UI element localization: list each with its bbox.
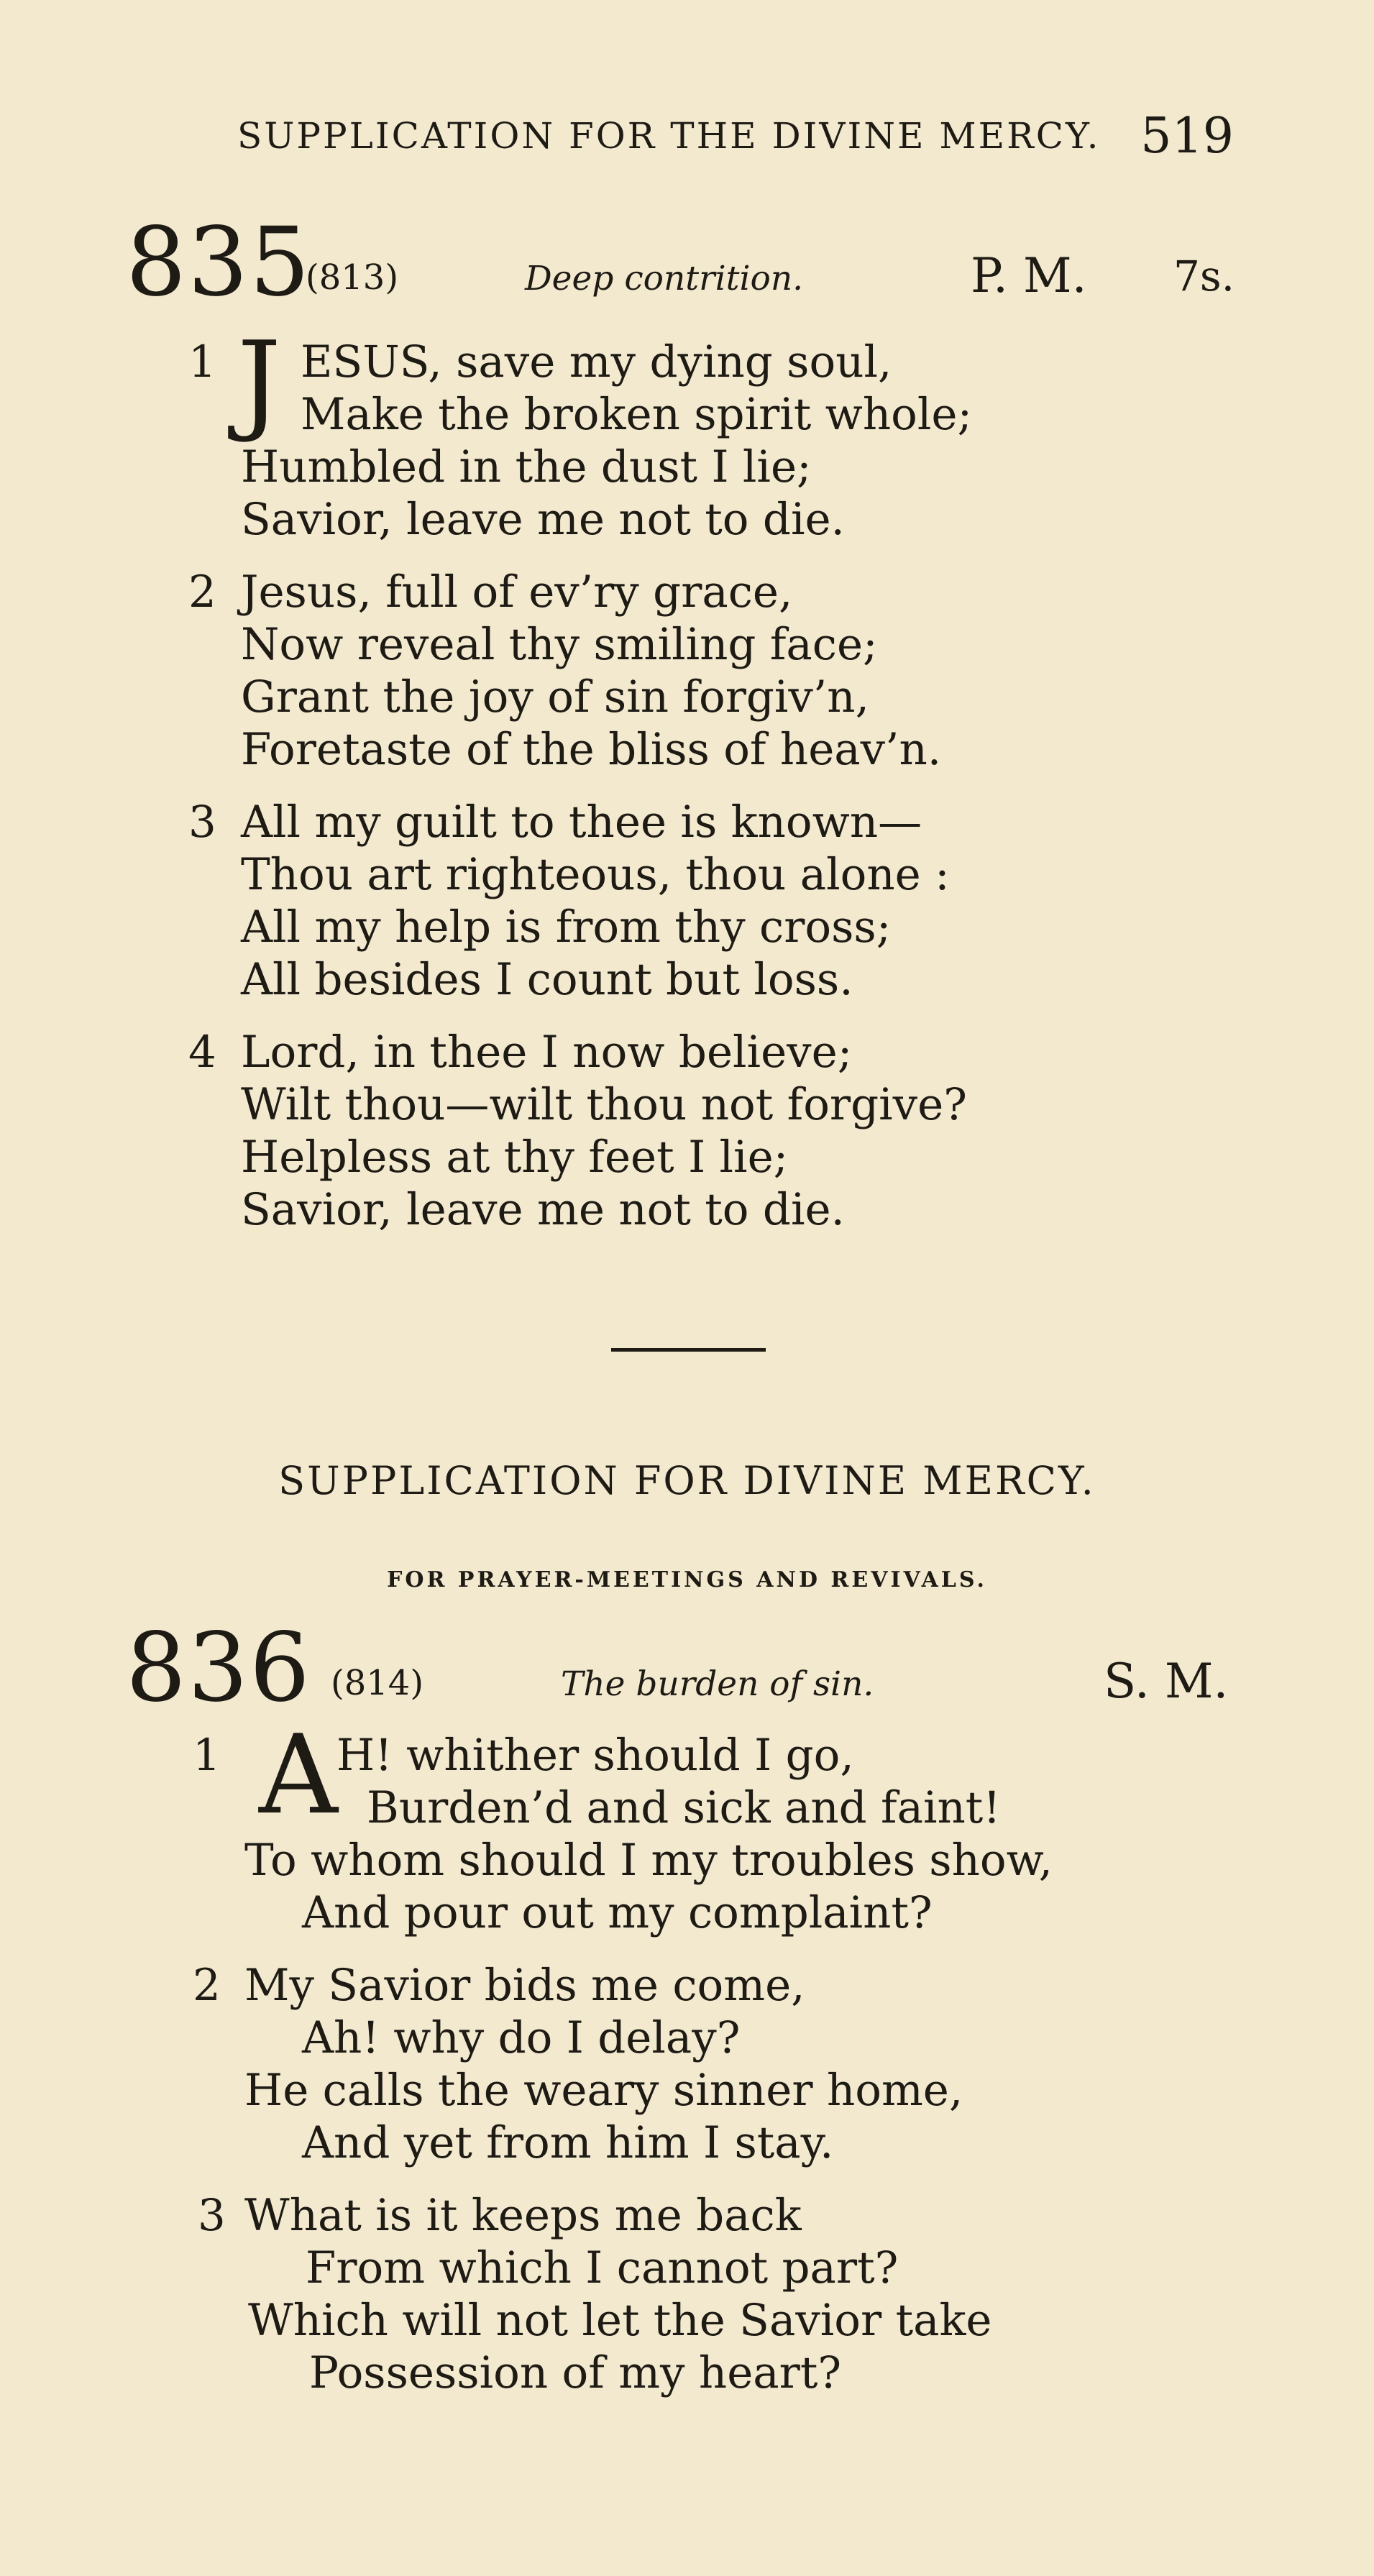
verse-line: All besides I count but loss. — [241, 954, 853, 1005]
verse-line: Helpless at thy feet I lie; — [241, 1132, 789, 1183]
verse-line: What is it keeps me back — [244, 2190, 802, 2241]
hymn-835-body — [0, 318, 1374, 1236]
hymn-836-body — [0, 1711, 1374, 2399]
hymn-meter: P. M. — [971, 248, 1087, 303]
verse-line: Burden’d and sick and faint! — [367, 1782, 1001, 1833]
verse-line: Savior, leave me not to die. — [241, 1184, 845, 1235]
verse-4 — [0, 1026, 1374, 1236]
drop-cap: J — [237, 318, 281, 445]
verse-number: 4 — [188, 1027, 216, 1078]
verse-3 — [0, 796, 1374, 1006]
verse-2 — [0, 1959, 1374, 2169]
verse-1 — [0, 318, 1374, 546]
section-divider — [611, 1348, 766, 1352]
hymn-836-header — [0, 1613, 1374, 1723]
verse-line: Foretaste of the bliss of heav’n. — [241, 724, 942, 775]
verse-line: Which will not let the Savior take — [248, 2295, 992, 2346]
verse-line: Grant the joy of sin forgiv’n, — [241, 671, 869, 723]
verse-line: Now reveal thy smiling face; — [241, 619, 878, 670]
verse-line: H! whither should I go, — [336, 1730, 854, 1781]
verse-line: Wilt thou—wilt thou not forgive? — [241, 1079, 967, 1130]
verse-line: And yet from him I stay. — [302, 2117, 834, 2168]
verse-line: All my help is from thy cross; — [241, 902, 892, 953]
running-head: SUPPLICATION FOR THE DIVINE MERCY. — [237, 115, 1101, 157]
section-title: SUPPLICATION FOR DIVINE MERCY. — [278, 1458, 1096, 1503]
hymn-alt-number: (813) — [306, 257, 399, 298]
verse-2 — [0, 566, 1374, 776]
verse-1 — [0, 1711, 1374, 1939]
verse-line: Humbled in the dust I lie; — [241, 441, 812, 492]
verse-number: 3 — [198, 2190, 226, 2241]
hymn-title: The burden of sin. — [561, 1664, 874, 1704]
verse-line: All my guilt to thee is known— — [241, 797, 922, 848]
verse-number: 1 — [188, 336, 216, 388]
verse-number: 2 — [193, 1960, 221, 2011]
section-subtitle: FOR PRAYER-MEETINGS AND REVIVALS. — [387, 1567, 987, 1592]
verse-number: 3 — [188, 797, 216, 848]
hymn-number: 836 — [126, 1613, 311, 1723]
verse-line: He calls the weary sinner home, — [244, 2065, 963, 2116]
hymn-835-header — [0, 207, 1374, 318]
hymn-alt-number: (814) — [331, 1663, 424, 1703]
verse-number: 1 — [193, 1730, 221, 1781]
verse-line: Jesus, full of ev’ry grace, — [241, 567, 793, 618]
verse-line: To whom should I my troubles show, — [244, 1835, 1053, 1886]
verse-line: Lord, in thee I now believe; — [241, 1027, 853, 1078]
verse-line: Make the broken spirit whole; — [301, 389, 973, 440]
verse-line: Thou art righteous, thou alone : — [241, 849, 950, 900]
verse-line: Possession of my heart? — [309, 2347, 842, 2398]
verse-line: And pour out my complaint? — [302, 1887, 933, 1938]
verse-line: Ah! why do I delay? — [302, 2012, 741, 2063]
page-number: 519 — [1140, 108, 1234, 165]
verse-number: 2 — [188, 567, 216, 618]
verse-line: ESUS, save my dying soul, — [301, 336, 892, 388]
verse-line: Savior, leave me not to die. — [241, 494, 845, 545]
verse-line: My Savior bids me come, — [244, 1960, 805, 2011]
hymn-meter-sub: 7s. — [1173, 252, 1235, 301]
verse-line: From which I cannot part? — [306, 2242, 899, 2293]
drop-cap: A — [259, 1711, 338, 1838]
verse-3 — [0, 2189, 1374, 2399]
hymn-title: Deep contrition. — [525, 259, 804, 298]
hymn-number: 835 — [126, 207, 311, 318]
hymn-meter: S. M. — [1104, 1654, 1229, 1709]
